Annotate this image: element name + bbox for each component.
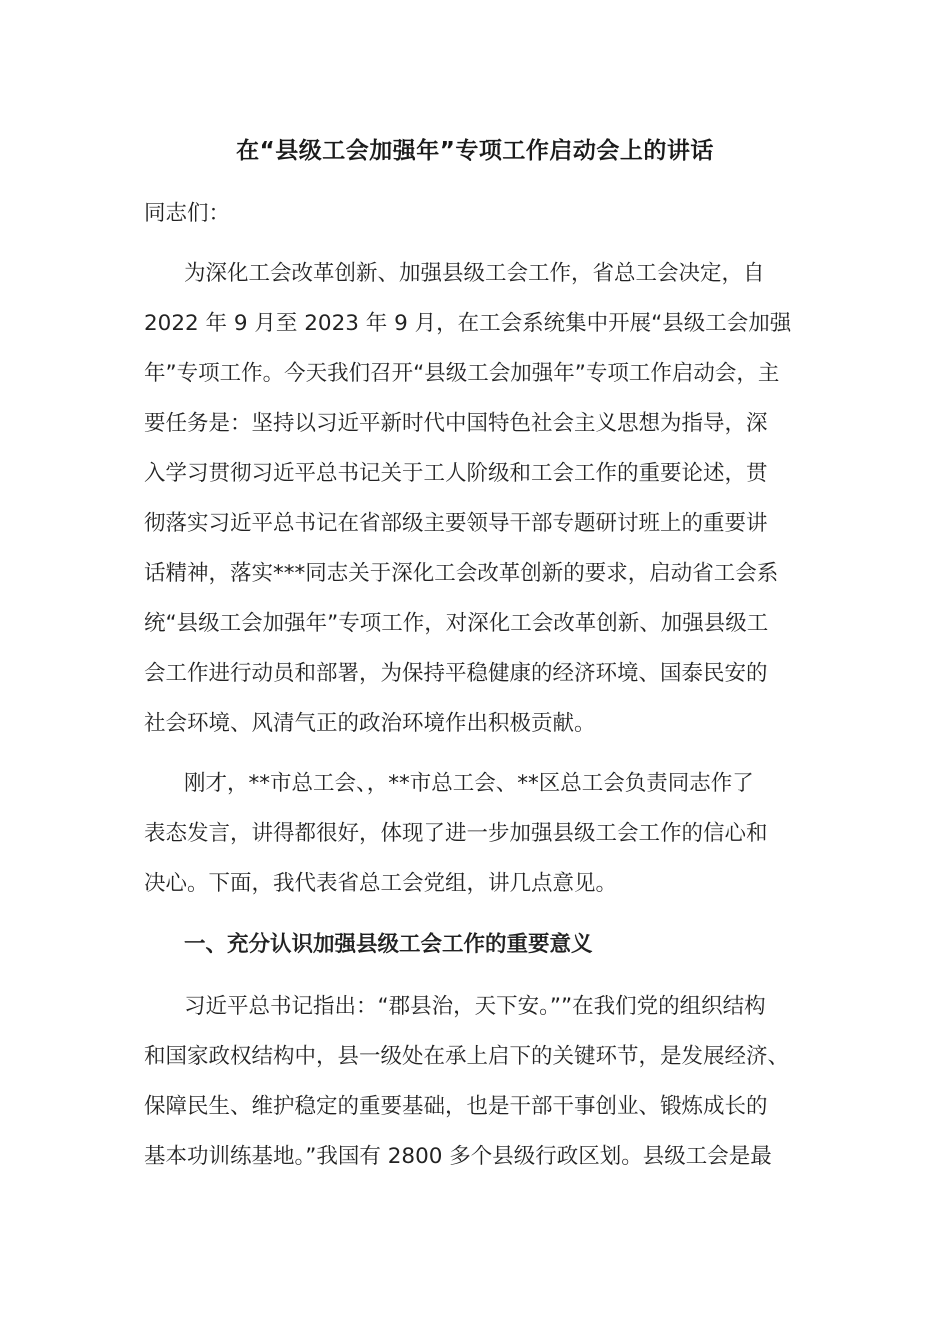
section-heading: 一、充分认识加强县级工会工作的重要意义	[184, 932, 593, 957]
paragraph-line: 决心。下面，我代表省总工会党组，讲几点意见。	[144, 871, 618, 896]
paragraph-line: 表态发言，讲得都很好，体现了进一步加强县级工会工作的信心和	[144, 821, 768, 846]
paragraph-line: 会工作进行动员和部署，为保持平稳健康的经济环境、国泰民安的	[144, 661, 768, 686]
paragraph-line: 要任务是：坚持以习近平新时代中国特色社会主义思想为指导，深	[144, 411, 768, 436]
paragraph-line: 统“县级工会加强年”专项工作，对深化工会改革创新、加强县级工	[144, 611, 769, 636]
paragraph-line: 和国家政权结构中，县一级处在承上启下的关键环节，是发展经济、	[144, 1044, 790, 1069]
paragraph-line: 基本功训练基地。”我国有 2800 多个县级行政区划。县级工会是最	[144, 1144, 772, 1169]
paragraph-line: 社会环境、风清气正的政治环境作出积极贡献。	[144, 711, 596, 736]
paragraph-line: 2022 年 9 月至 2023 年 9 月，在工会系统集中开展“县级工会加强	[144, 311, 792, 336]
salutation: 同志们：	[144, 201, 231, 226]
paragraph-line: 刚才，**市总工会、，**市总工会、**区总工会负责同志作了	[184, 771, 754, 796]
paragraph-line: 彻落实习近平总书记在省部级主要领导干部专题研讨班上的重要讲	[144, 511, 768, 536]
paragraph-line: 入学习贯彻习近平总书记关于工人阶级和工会工作的重要论述，贯	[144, 461, 768, 486]
paragraph-line: 为深化工会改革创新、加强县级工会工作，省总工会决定，自	[184, 261, 765, 286]
paragraph-line: 习近平总书记指出：“郡县治，天下安。””在我们党的组织结构	[184, 994, 766, 1019]
paragraph-line: 话精神，落实***同志关于深化工会改革创新的要求，启动省工会系	[144, 561, 779, 586]
paragraph-line: 保障民生、维护稳定的重要基础，也是干部干事创业、锻炼成长的	[144, 1094, 768, 1119]
document-title: 在“县级工会加强年”专项工作启动会上的讲话	[236, 138, 714, 164]
paragraph-line: 年”专项工作。今天我们召开“县级工会加强年”专项工作启动会，主	[144, 361, 780, 386]
